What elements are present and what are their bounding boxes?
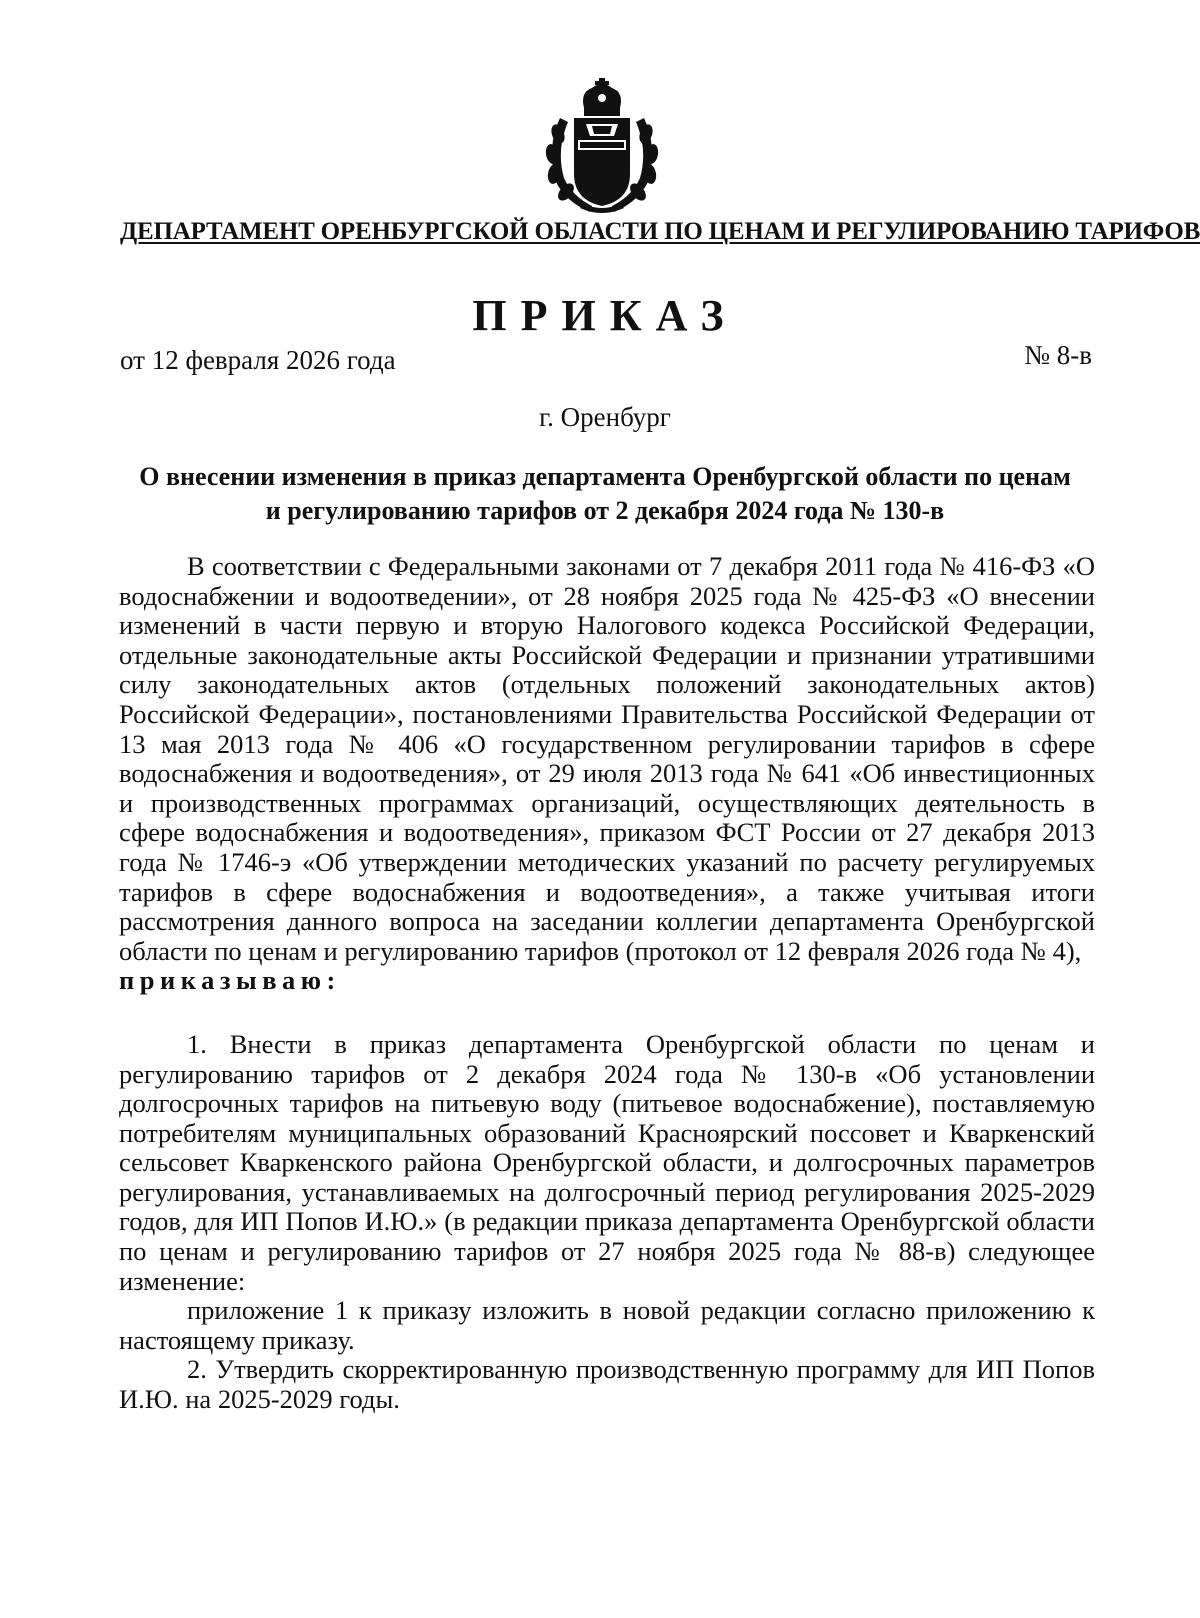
order-title-line-2: и регулированию тарифов от 2 декабря 2024 года № 130-в: [265, 496, 945, 525]
order-word-paragraph: [119, 966, 1095, 996]
order-date: от 12 февраля 2026 года: [120, 345, 396, 375]
paragraph-gap: [119, 996, 1095, 1030]
order-number: № 8-в: [1024, 340, 1092, 370]
order-title: [110, 460, 1100, 528]
document-type-heading: ПРИКАЗ: [472, 291, 738, 340]
department-name: ДЕПАРТАМЕНТ ОРЕНБУРГСКОЙ ОБЛАСТИ ПО ЦЕНАМ И РЕГУЛИРОВАНИЮ ТАРИФОВ: [120, 218, 1200, 245]
order-body: [119, 552, 1095, 1415]
item-2-paragraph: 2. Утвердить скорректированную производственную программу для ИП Попов И.Ю. на 2025-2029 годы.: [119, 1354, 1095, 1415]
preamble-paragraph: В соответствии с Федеральными законами от 7 декабря 2011 года № 416-ФЗ «О водоснабжении и водоотведении», от 28 ноября 2025 года № 425-ФЗ «О внесении изменений в части первую и вторую Налогового кодекса Российской Федерации, отдельные законодательные акты Российской Федерации и признании утратившими силу законодательных актов (отдельных положений законодательных актов) Российской Федерации», постановлениями Правительства Российской Федерации от 13 мая 2013 года № 406 «О государственном регулировании тарифов в сфере водоснабжения и водоотведения», от 29 июля 2013 года № 641 «Об инвестиционных и производственных программах организаций, осуществляющих деятельность в сфере водоснабжения и водоотведения», приказом ФСТ России от 27 декабря 2013 года № 1746-э «Об утверждении методических указаний по расчету регулируемых тарифов в сфере водоснабжения и водоотведения», а также учитывая итоги рассмотрения данного вопроса на заседании коллегии департамента Оренбургской области по ценам и регулированию тарифов (протокол от 12 февраля 2026 года № 4),: [119, 551, 1095, 966]
order-title-line-1: О внесении изменения в приказ департамента Оренбургской области по ценам: [139, 462, 1071, 491]
item-1-sub-paragraph: приложение 1 к приказу изложить в новой редакции согласно приложению к настоящему приказу.: [119, 1295, 1095, 1355]
coat-of-arms-emblem: [540, 78, 664, 218]
order-word: приказываю:: [119, 965, 341, 996]
city-name: г. Оренбург: [539, 402, 671, 432]
item-1-paragraph: 1. Внести в приказ департамента Оренбургской области по ценам и регулированию тарифов от 2 декабря 2024 года № 130-в «Об установлении долгосрочных тарифов на питьевую воду (питьевое водоснабжение), поставляемую потребителям муниципальных образований Красноярский поссовет и Кваркенский сельсовет Кваркенского района Оренбургской области, и долгосрочных параметров регулирования, устанавливаемых на долгосрочный период регулирования 2025-2029 годов, для ИП Попов И.Ю.» (в редакции приказа департамента Оренбургской области по ценам и регулированию тарифов от 27 ноября 2025 года № 88-в) следующее изменение:: [119, 1028, 1095, 1296]
